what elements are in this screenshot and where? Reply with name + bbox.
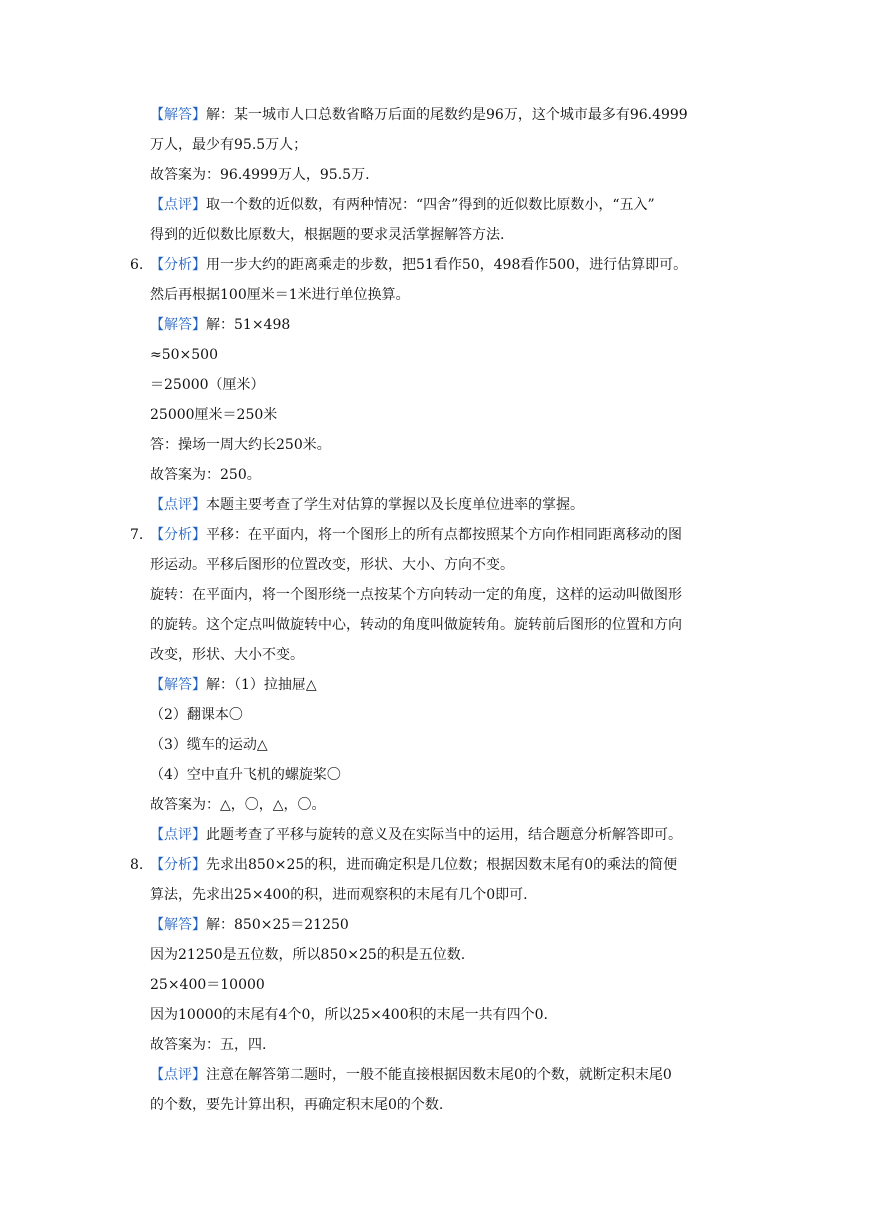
answer-tag: 【解答】 <box>150 107 206 123</box>
q6-answer-line-6: 故答案为：250。 <box>150 467 261 483</box>
q8-comment-line-2: 的个数，要先计算出积，再确定积末尾0的个数. <box>150 1097 444 1113</box>
q7-comment-text-1: 此题考查了平移与旋转的意义及在实际当中的运用，结合题意分析解答即可。 <box>206 827 682 843</box>
q6-analysis-line-1 <box>150 254 750 276</box>
q6-answer-line-5: 答：操场一周大约长250米。 <box>150 437 331 453</box>
q6-comment-line-1 <box>150 494 750 516</box>
q7-analysis-line-4: 的旋转。这个定点叫做旋转中心，转动的角度叫做旋转角。旋转前后图形的位置和方向 <box>150 617 682 633</box>
q5-answer-line-1 <box>150 104 750 126</box>
q5-comment-line-2: 得到的近似数比原数大，根据题的要求灵活掌握解答方法. <box>150 227 505 243</box>
analysis-tag: 【分析】 <box>150 527 206 543</box>
answer-tag: 【解答】 <box>150 677 206 693</box>
q6-answer-line-3: ＝25000（厘米） <box>150 377 265 393</box>
q7-analysis-line-2: 形运动。平移后图形的位置改变，形状、大小、方向不变。 <box>150 557 514 573</box>
answer-tag: 【解答】 <box>150 317 206 333</box>
q6-answer-line-1 <box>150 314 750 336</box>
q7-analysis-line-3: 旋转：在平面内，将一个图形绕一点按某个方向转动一定的角度，这样的运动叫做图形 <box>150 587 682 603</box>
q7-answer-line-2: （2）翻课本〇 <box>150 707 243 723</box>
q8-number: 8. <box>130 857 144 873</box>
q8-comment-line-1 <box>150 1064 750 1086</box>
q8-answer-line-5: 故答案为：五，四. <box>150 1037 267 1053</box>
q7-answer-line-3: （3）缆车的运动△ <box>150 737 268 753</box>
q7-answer-line-4: （4）空中直升飞机的螺旋桨〇 <box>150 767 341 783</box>
q7-answer-text-1: 解：（1）拉抽屉△ <box>206 677 317 693</box>
q7-answer-line-1 <box>150 674 750 696</box>
q6-number: 6. <box>130 257 144 273</box>
q6-answer-line-2: ≈50×500 <box>150 347 218 363</box>
q7-analysis-line-1 <box>150 524 750 546</box>
answer-tag: 【解答】 <box>150 917 206 933</box>
q5-comment-text-1: 取一个数的近似数，有两种情况：“四舍”得到的近似数比原数小，“五入” <box>206 197 655 213</box>
q5-answer-line-2: 万人，最少有95.5万人； <box>150 137 308 153</box>
q6-analysis-text-1: 用一步大约的距离乘走的步数，把51看作50，498看作500，进行估算即可。 <box>206 257 688 273</box>
q6-analysis-line-2: 然后再根据100厘米＝1米进行单位换算。 <box>150 287 410 303</box>
q8-comment-text-1: 注意在解答第二题时，一般不能直接根据因数末尾0的个数，就断定积末尾0 <box>206 1067 672 1083</box>
q8-answer-line-4: 因为10000的末尾有4个0，所以25×400积的末尾一共有四个0. <box>150 1007 548 1023</box>
q6-answer-line-4: 25000厘米＝250米 <box>150 407 278 423</box>
q8-analysis-line-2: 算法，先求出25×400的积，进而观察积的末尾有几个0即可. <box>150 887 528 903</box>
comment-tag: 【点评】 <box>150 827 206 843</box>
q7-answer-line-5: 故答案为：△，〇，△，〇。 <box>150 797 326 813</box>
q8-answer-line-1 <box>150 914 750 936</box>
q8-answer-line-2: 因为21250是五位数，所以850×25的积是五位数. <box>150 947 466 963</box>
q8-answer-line-3: 25×400＝10000 <box>150 977 265 993</box>
q7-analysis-text-1: 平移：在平面内，将一个图形上的所有点都按照某个方向作相同距离移动的图 <box>206 527 682 543</box>
q5-answer-text-1: 解：某一城市人口总数省略万后面的尾数约是96万，这个城市最多有96.4999 <box>206 107 688 123</box>
q5-answer-line-3: 故答案为：96.4999万人，95.5万. <box>150 167 370 183</box>
comment-tag: 【点评】 <box>150 197 206 213</box>
q8-analysis-line-1 <box>150 854 750 876</box>
q6-comment-text-1: 本题主要考查了学生对估算的掌握以及长度单位进率的掌握。 <box>206 497 584 513</box>
q7-analysis-line-5: 改变，形状、大小不变。 <box>150 647 304 663</box>
q7-comment-line-1 <box>150 824 750 846</box>
q8-answer-text-1: 解：850×25＝21250 <box>206 917 349 933</box>
q7-number: 7. <box>130 527 144 543</box>
comment-tag: 【点评】 <box>150 497 206 513</box>
q8-analysis-text-1: 先求出850×25的积，进而确定积是几位数；根据因数末尾有0的乘法的简便 <box>206 857 678 873</box>
analysis-tag: 【分析】 <box>150 857 206 873</box>
q6-answer-text-1: 解：51×498 <box>206 317 291 333</box>
analysis-tag: 【分析】 <box>150 257 206 273</box>
comment-tag: 【点评】 <box>150 1067 206 1083</box>
q5-comment-line-1 <box>150 194 750 216</box>
